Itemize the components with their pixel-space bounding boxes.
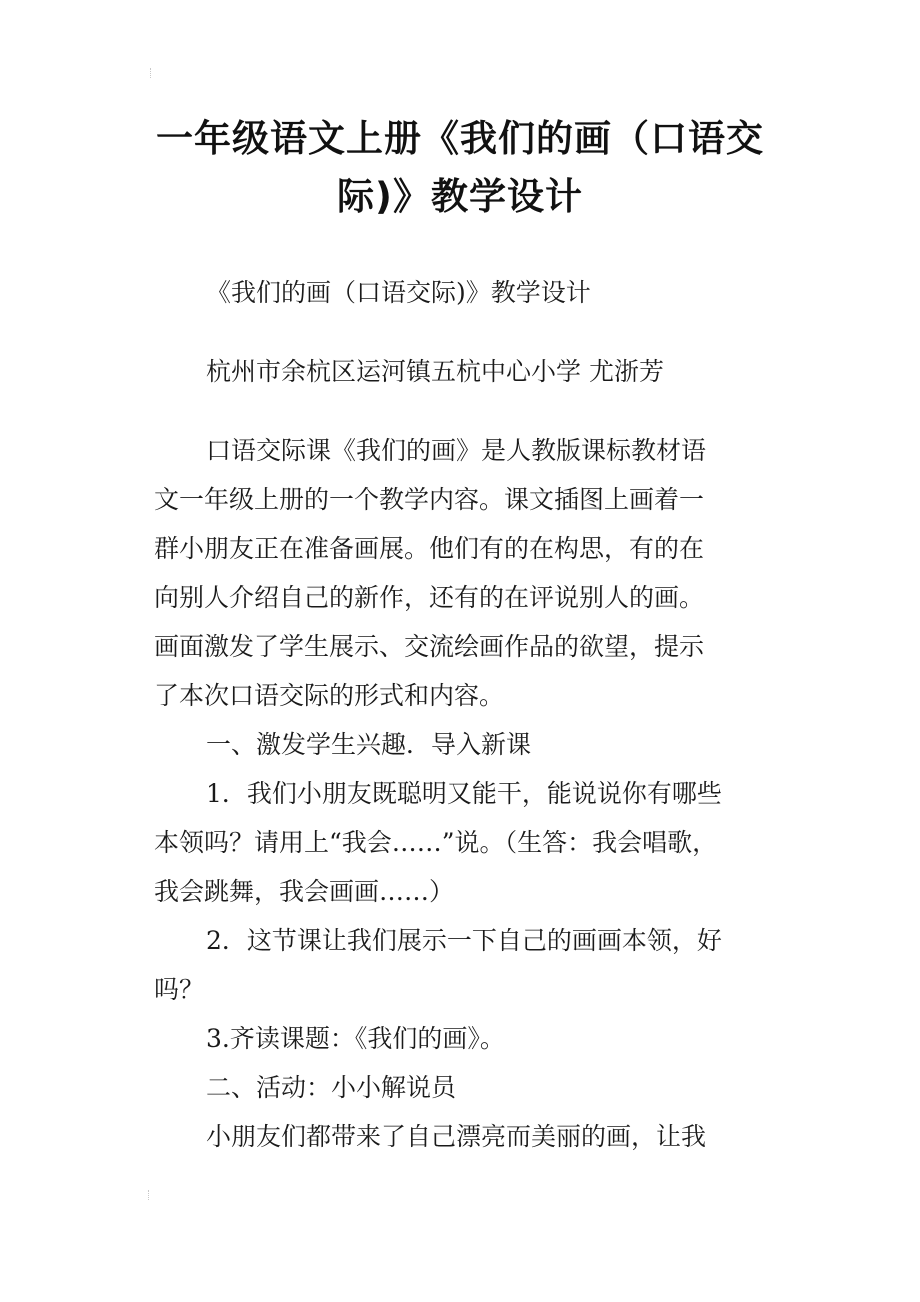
title-line: 际)》教学设计 [337,175,583,218]
author-line: 杭州市余杭区运河镇五杭中心小学 尤浙芳 [206,357,664,386]
paragraph-line: 画面激发了学生展示、交流绘画作品的欲望，提示 [154,632,705,661]
paragraph-line: 了本次口语交际的形式和内容。 [154,681,505,710]
paragraph-line: 向别人介绍自己的新作，还有的在评说别人的画。 [154,583,705,612]
subtitle: 《我们的画（口语交际)》教学设计 [206,278,591,307]
paragraph-line: 群小朋友正在准备画展。他们有的在构思，有的在 [154,534,705,563]
list-item [154,916,774,1014]
document-title [110,110,810,226]
paragraph-line: 1．我们小朋友既聪明又能干，能说说你有哪些 [206,779,722,808]
paragraph-line: 文一年级上册的一个教学内容。课文插图上画着一 [154,485,705,514]
crop-mark-bottom [148,1190,155,1200]
paragraph-line: 小朋友们都带来了自己漂亮而美丽的画，让我 [206,1122,707,1151]
paragraph-line: 我会跳舞，我会画画……） [154,877,455,906]
paragraph-line: 本领吗？请用上“我会……”说。（生答：我会唱歌， [154,828,718,857]
intro-paragraph [154,426,774,720]
paragraph-line: 2．这节课让我们展示一下自己的画画本领，好 [206,926,722,955]
section-heading: 二、活动：小小解说员 [206,1073,457,1102]
document-body [154,268,774,1161]
paragraph-line: 口语交际课《我们的画》是人教版课标教材语 [206,436,707,465]
section-heading: 一、激发学生兴趣．导入新课 [206,730,532,759]
paragraph-line: 吗？ [154,975,205,1004]
list-item: 3.齐读课题：《我们的画》。 [206,1024,505,1053]
title-line: 一年级语文上册《我们的画（口语交 [156,117,764,160]
crop-mark-top [150,68,157,78]
list-item [154,769,774,916]
